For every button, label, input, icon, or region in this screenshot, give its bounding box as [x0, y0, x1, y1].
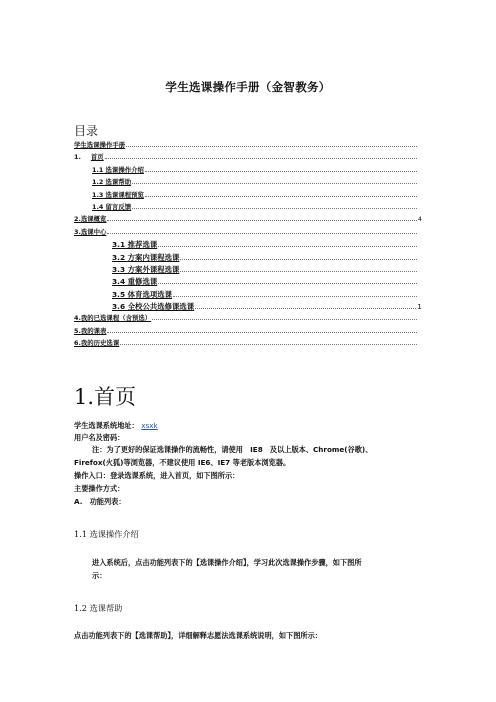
toc-entry[interactable] [74, 190, 422, 202]
toc-entry[interactable] [74, 276, 422, 288]
toc-dot-leader [158, 282, 417, 284]
table-of-contents [74, 140, 422, 351]
toc-dot-leader [145, 170, 417, 172]
toc-entry[interactable] [74, 264, 422, 276]
function-list-label: A. 功能列表： [74, 497, 126, 506]
toc-entry-label[interactable]: 4.我的已选课程（含预选） [74, 314, 152, 323]
browser-note-line2: Firefox(火狐)等浏览器，不建议使用 IE6、IE7 等老版本浏览器。 [74, 458, 291, 467]
toc-entry-label[interactable]: 5.我的课表 [74, 326, 107, 335]
toc-entry-label[interactable]: 3.1 推荐选课 [112, 240, 158, 250]
toc-entry-label[interactable]: 首页 [90, 153, 104, 162]
toc-entry-page: 4 [417, 215, 422, 224]
toc-entry[interactable] [74, 338, 422, 350]
section-heading-home: 1.首页 [74, 385, 137, 409]
toc-entry[interactable] [74, 313, 422, 325]
toc-heading: 目录 [74, 124, 99, 138]
browser-note-line1: 注：为了更好的保证选课操作的流畅性，请使用 IE8 及以上版本、Chrome(谷歌)、 [92, 445, 373, 454]
system-url-label: 学生选课系统地址： [74, 421, 139, 430]
toc-dot-leader [132, 182, 417, 184]
toc-entry-label[interactable]: 2.选课概览 [74, 215, 107, 224]
toc-dot-leader [145, 195, 417, 197]
intro-paragraph-line1: 进入系统后，点击功能列表下的【选课操作介绍】，学习此次选课操作步骤，如下图所 [92, 558, 362, 567]
toc-entry-label[interactable]: 3.选课中心 [74, 227, 107, 236]
toc-dot-leader [105, 157, 417, 159]
toc-entry-label[interactable]: 1.2 选课帮助 [92, 178, 132, 187]
toc-dot-leader [158, 245, 417, 247]
help-paragraph-line1: 点击功能列表下的【选课帮助】，详细解释志愿法选课系统说明，如下图所示： [74, 631, 322, 640]
toc-dot-leader [120, 343, 417, 345]
toc-dot-leader [107, 232, 417, 234]
toc-entry[interactable] [74, 152, 422, 164]
toc-dot-leader [180, 258, 417, 260]
subsection-heading-help: 1.2 选课帮助 [74, 603, 123, 613]
toc-entry-label[interactable]: 1.3 选课课程预览 [92, 190, 144, 199]
toc-dot-leader [195, 307, 416, 309]
toc-entry[interactable] [74, 202, 422, 214]
system-url-line [74, 420, 158, 431]
toc-entry-label[interactable]: 学生选课操作手册 [74, 141, 126, 149]
toc-entry-page: 1 [417, 302, 422, 312]
toc-entry[interactable] [74, 165, 422, 177]
intro-paragraph-line2: 示： [92, 571, 107, 580]
account-label: 用户名及密码： [74, 433, 125, 442]
toc-entry[interactable] [74, 214, 422, 226]
toc-entry[interactable] [74, 326, 422, 338]
toc-entry[interactable] [74, 252, 422, 264]
toc-entry[interactable] [74, 289, 422, 301]
toc-entry-label[interactable]: 1.4 留言反馈 [92, 202, 132, 211]
toc-dot-leader [180, 270, 417, 272]
toc-dot-leader [126, 145, 417, 147]
toc-entry[interactable] [74, 140, 422, 152]
system-url-link[interactable]: xsxk [141, 421, 158, 430]
toc-entry[interactable] [74, 301, 422, 313]
toc-entry-label[interactable]: 1.1 选课操作介绍 [92, 165, 144, 174]
toc-entry-label[interactable]: 3.6 全校公共选修课选课 [112, 302, 195, 312]
toc-entry-number: 1. [74, 153, 81, 162]
toc-entry-label[interactable]: 3.2 方案内课程选课 [112, 252, 180, 262]
toc-entry[interactable] [74, 177, 422, 189]
document-title: 学生选课操作手册（金智教务） [165, 80, 331, 94]
toc-dot-leader [132, 207, 417, 209]
toc-entry-label[interactable]: 3.5 体育选项选课 [112, 289, 173, 299]
toc-dot-leader [107, 331, 417, 333]
toc-entry[interactable] [74, 239, 422, 251]
entry-instructions: 操作入口：登录选课系统，进入首页，如下图所示： [74, 471, 240, 480]
toc-entry-label[interactable]: 3.3 方案外课程选课 [112, 264, 180, 274]
toc-entry-label[interactable]: 6.我的历史选课 [74, 339, 120, 348]
toc-dot-leader [152, 318, 417, 320]
subsection-heading-intro: 1.1 选课操作介绍 [74, 529, 139, 539]
toc-entry-label[interactable]: 3.4 重修选课 [112, 277, 158, 287]
toc-entry[interactable] [74, 227, 422, 239]
toc-dot-leader [107, 219, 416, 221]
main-ops-label: 主要操作方式： [74, 484, 125, 493]
toc-dot-leader [173, 295, 417, 297]
